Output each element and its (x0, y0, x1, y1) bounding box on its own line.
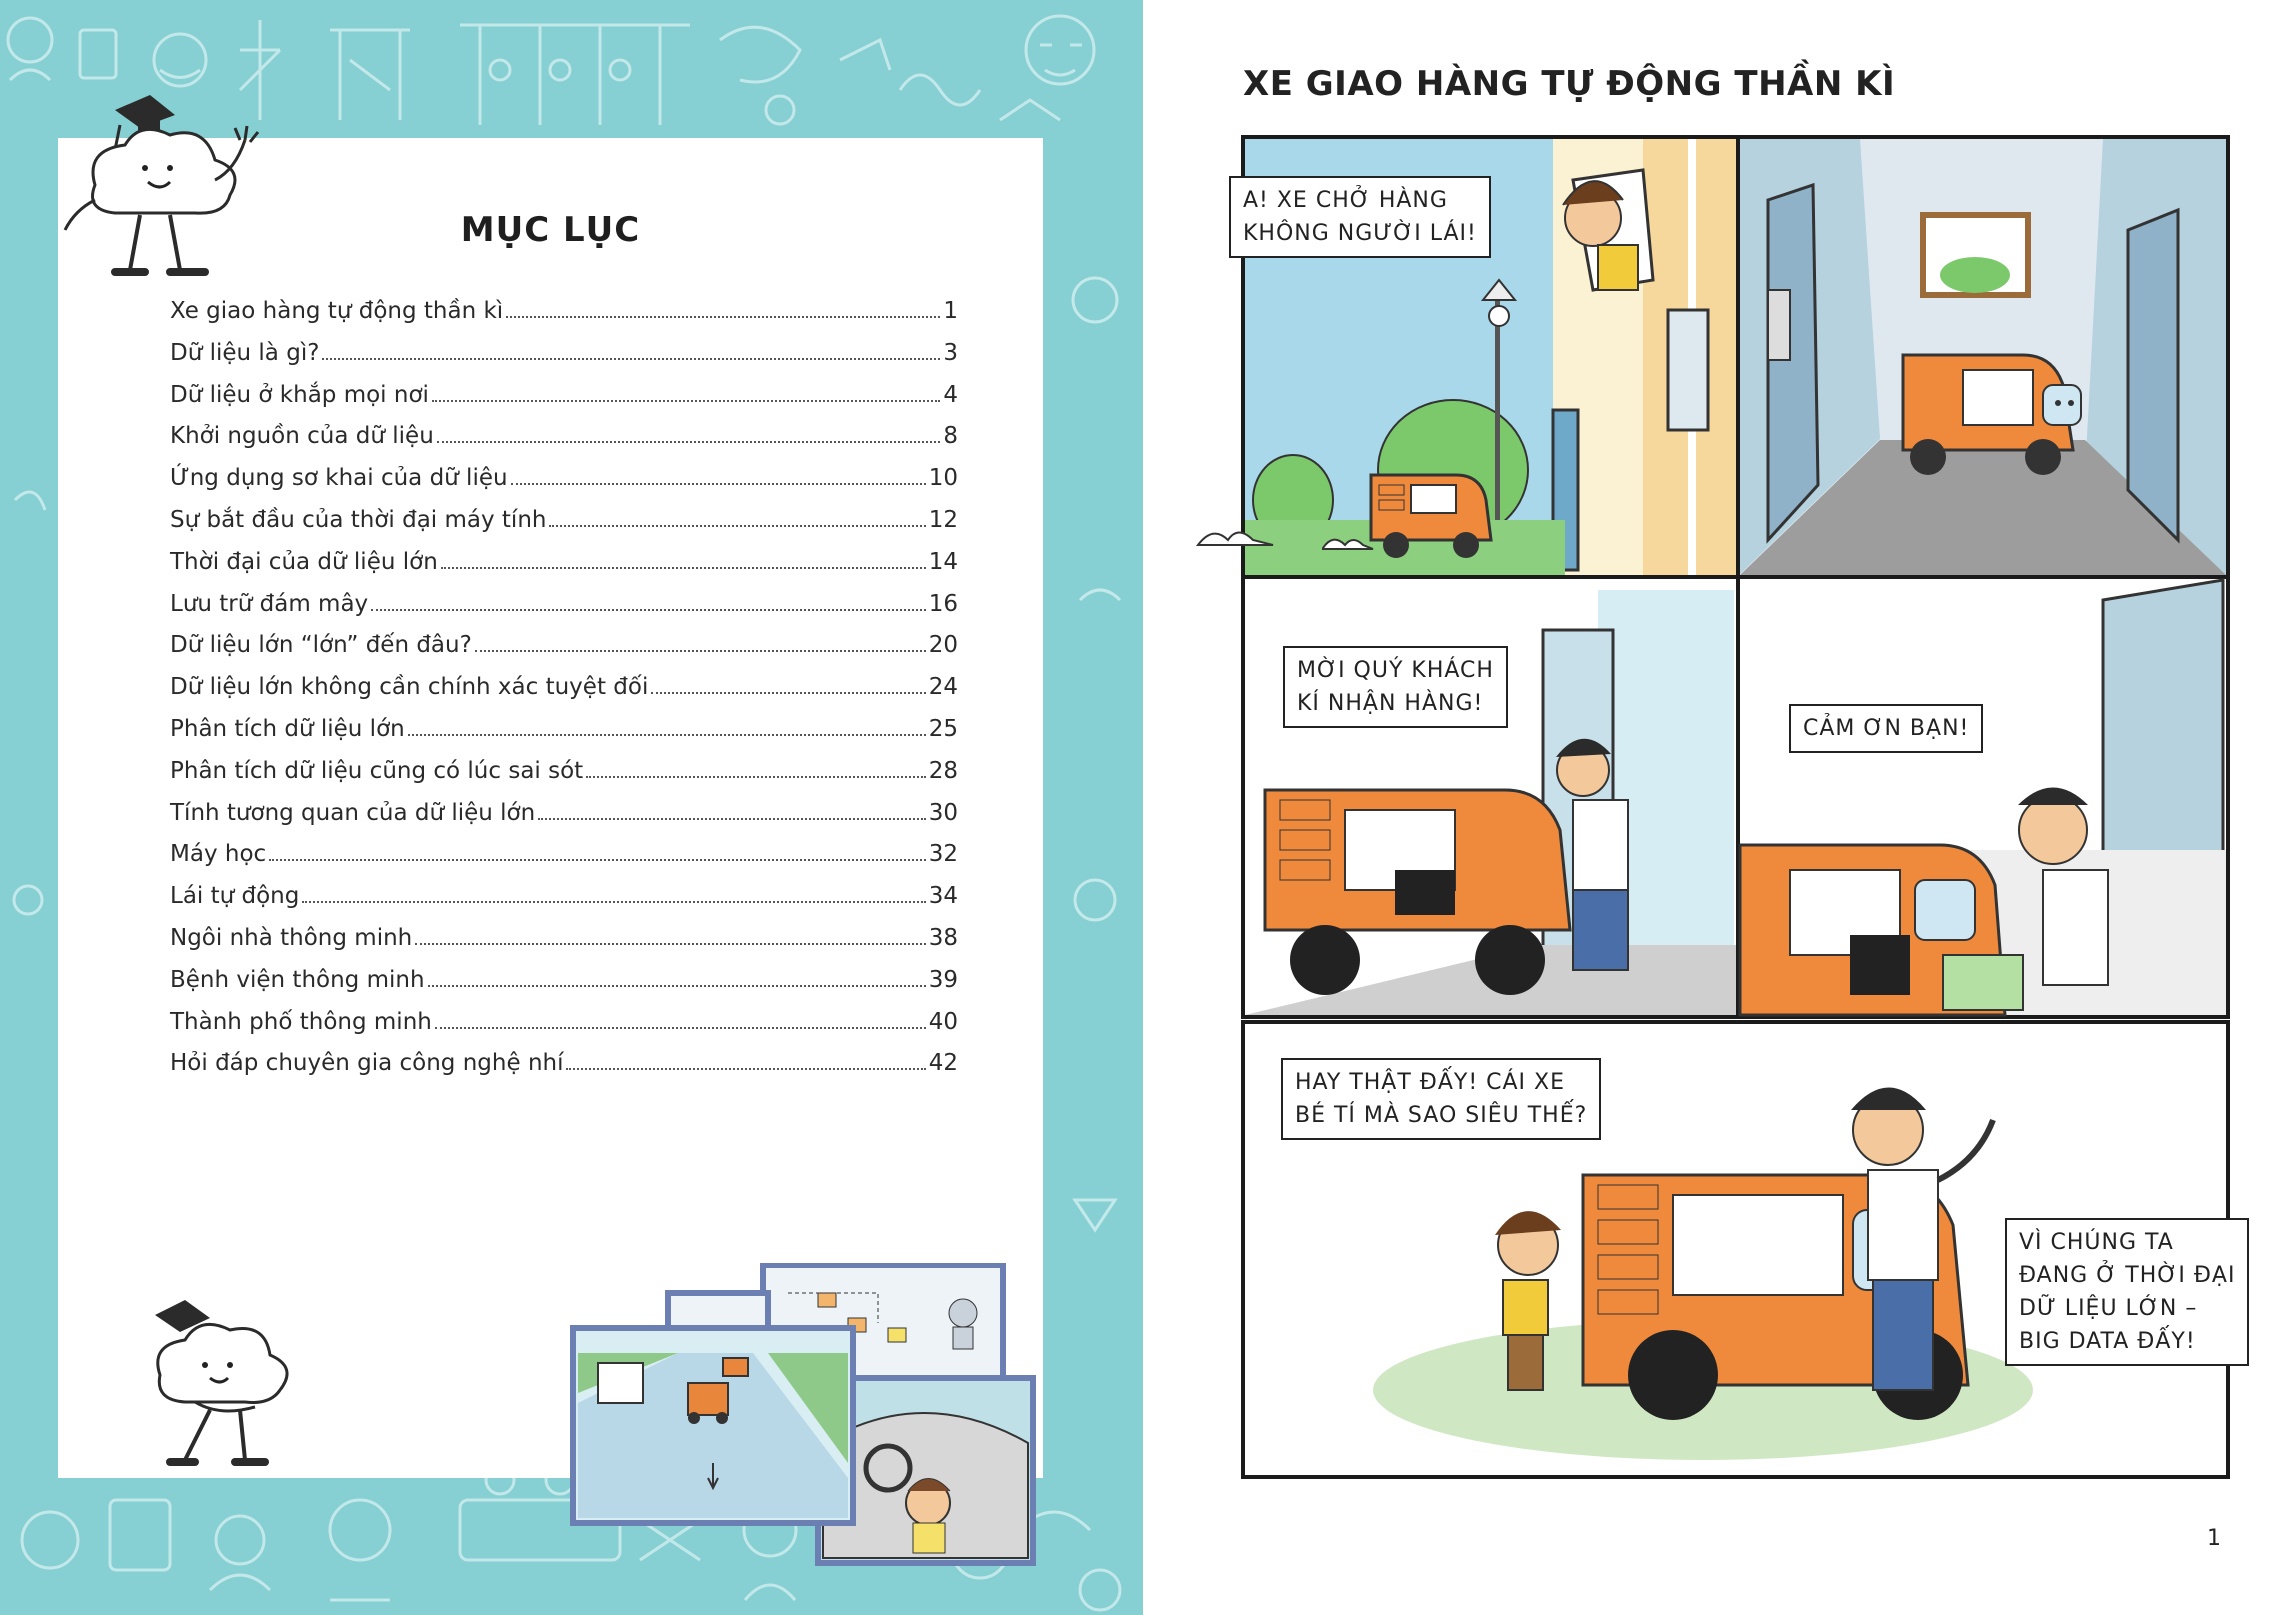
toc-entry-page: 8 (943, 423, 958, 450)
toc-leader-dots (435, 1027, 926, 1029)
toc-entry[interactable] (170, 1009, 958, 1051)
cloud-mascot-sitting (140, 1290, 320, 1470)
toc-entry[interactable] (170, 1050, 958, 1092)
speech-bubble-panel-3 (1283, 646, 1508, 728)
toc-entry-title: Sự bắt đầu của thời đại máy tính (170, 506, 547, 533)
toc-entry[interactable] (170, 298, 958, 340)
toc-entry-page: 30 (928, 799, 958, 826)
bubble-line: HAY THẬT ĐẤY! CÁI XE (1295, 1070, 1565, 1095)
toc-entry-title: Ngôi nhà thông minh (170, 924, 413, 951)
bubble-line: ĐANG Ở THỜI ĐẠI (2019, 1263, 2236, 1288)
bubble-line: VÌ CHÚNG TA (2019, 1230, 2174, 1255)
toc-entry-title: Phân tích dữ liệu cũng có lúc sai sót (170, 757, 584, 784)
toc-leader-dots (506, 316, 940, 318)
toc-entry-page: 25 (928, 715, 958, 742)
toc-entry-page: 12 (928, 506, 958, 533)
toc-entry-page: 24 (928, 674, 958, 701)
speech-bubble-panel-4 (1789, 704, 1983, 753)
toc-leader-dots (441, 567, 926, 569)
toc-entry[interactable] (170, 841, 958, 883)
panel-2-hallway (1740, 139, 2226, 575)
toc-entry-title: Máy học (170, 841, 267, 868)
toc-entry[interactable] (170, 549, 958, 591)
toc-entry-page: 28 (928, 757, 958, 784)
toc-entry[interactable] (170, 423, 958, 465)
toc-leader-dots (428, 985, 926, 987)
bubble-line: BÉ TÍ MÀ SAO SIÊU THẾ? (1295, 1103, 1588, 1128)
toc-leader-dots (475, 650, 926, 652)
toc-entry-page: 34 (928, 883, 958, 910)
toc-entry-page: 1 (943, 298, 958, 324)
toc-leader-dots (302, 901, 925, 903)
toc-entry-page: 39 (928, 966, 958, 993)
toc-entry-title: Phân tích dữ liệu lớn (170, 715, 405, 742)
toc-entry-title: Lưu trữ đám mây (170, 590, 369, 617)
self-driving-screens-illustration (568, 1263, 1038, 1568)
bubble-line: A! XE CHỞ HÀNG (1243, 188, 1448, 213)
bubble-line: DỮ LIỆU LỚN – (2019, 1296, 2198, 1321)
toc-entry[interactable] (170, 925, 958, 967)
toc-entry-title: Khởi nguồn của dữ liệu (170, 423, 434, 450)
speech-bubble-panel-5-kid (1281, 1058, 1601, 1140)
toc-entry[interactable] (170, 716, 958, 758)
toc-leader-dots (269, 859, 926, 861)
toc-entry-title: Hỏi đáp chuyên gia công nghệ nhí (170, 1050, 564, 1077)
toc-entry-page: 10 (928, 465, 958, 492)
toc-entry-page: 20 (928, 632, 958, 659)
toc-entry[interactable] (170, 758, 958, 800)
toc-leader-dots (549, 525, 925, 527)
toc-entry-page: 14 (928, 548, 958, 575)
bubble-line: CẢM ƠN BẠN! (1803, 716, 1970, 741)
toc-entry-page: 4 (943, 381, 958, 408)
toc-leader-dots (322, 358, 940, 360)
toc-entry-page: 3 (943, 339, 958, 366)
toc-heading: MỤC LỤC (460, 210, 641, 250)
cloud-mascot-graduate (40, 90, 280, 280)
toc-leader-dots (415, 943, 925, 945)
toc-leader-dots (432, 400, 940, 402)
bubble-line: BIG DATA ĐẤY! (2019, 1329, 2196, 1354)
toc-leader-dots (511, 483, 926, 485)
toc-entry-page: 42 (928, 1050, 958, 1077)
toc-entry[interactable] (170, 967, 958, 1009)
toc-leader-dots (408, 734, 926, 736)
toc-entry[interactable] (170, 632, 958, 674)
bubble-line: KÍ NHẬN HÀNG! (1297, 691, 1484, 716)
toc-leader-dots (437, 441, 941, 443)
toc-entry-title: Thành phố thông minh (170, 1008, 432, 1035)
toc-leader-dots (371, 609, 926, 611)
toc-card (58, 138, 1043, 1478)
toc-entry-page: 40 (928, 1008, 958, 1035)
toc-entry[interactable] (170, 507, 958, 549)
toc-leader-dots (586, 776, 926, 778)
toc-list (170, 298, 958, 1092)
toc-leader-dots (651, 692, 925, 694)
page-number: 1 (2207, 1526, 2221, 1551)
panel-3-delivery (1245, 579, 1736, 1015)
speech-bubble-panel-1 (1229, 176, 1491, 258)
toc-entry-title: Xe giao hàng tự động thần kì (170, 298, 504, 324)
toc-entry-page: 32 (928, 841, 958, 868)
toc-entry[interactable] (170, 340, 958, 382)
comic-page (1143, 0, 2284, 1615)
toc-entry-page: 16 (928, 590, 958, 617)
toc-entry[interactable] (170, 591, 958, 633)
toc-entry-title: Dữ liệu ở khắp mọi nơi (170, 381, 429, 408)
toc-entry-title: Dữ liệu là gì? (170, 339, 320, 366)
toc-entry-title: Lái tự động (170, 883, 300, 910)
toc-entry[interactable] (170, 674, 958, 716)
toc-entry-page: 38 (928, 924, 958, 951)
bubble-line: MỜI QUÝ KHÁCH (1297, 658, 1494, 683)
toc-entry-title: Ứng dụng sơ khai của dữ liệu (170, 465, 508, 492)
toc-entry[interactable] (170, 883, 958, 925)
toc-entry[interactable] (170, 800, 958, 842)
toc-entry[interactable] (170, 382, 958, 424)
speech-bubble-panel-5-man (2005, 1218, 2249, 1366)
panel-4-receive (1740, 579, 2226, 1015)
toc-entry-title: Dữ liệu lớn “lớn” đến đâu? (170, 632, 472, 659)
comic-title: XE GIAO HÀNG TỰ ĐỘNG THẦN KÌ (1243, 64, 1896, 104)
toc-leader-dots (566, 1068, 925, 1070)
toc-entry-title: Dữ liệu lớn không cần chính xác tuyệt đối (170, 674, 649, 701)
toc-entry-title: Bệnh viện thông minh (170, 966, 425, 993)
toc-entry-title: Thời đại của dữ liệu lớn (170, 548, 438, 575)
toc-entry-title: Tính tương quan của dữ liệu lớn (170, 799, 536, 826)
toc-leader-dots (538, 818, 926, 820)
toc-entry[interactable] (170, 465, 958, 507)
bubble-line: KHÔNG NGƯỜI LÁI! (1243, 221, 1477, 246)
